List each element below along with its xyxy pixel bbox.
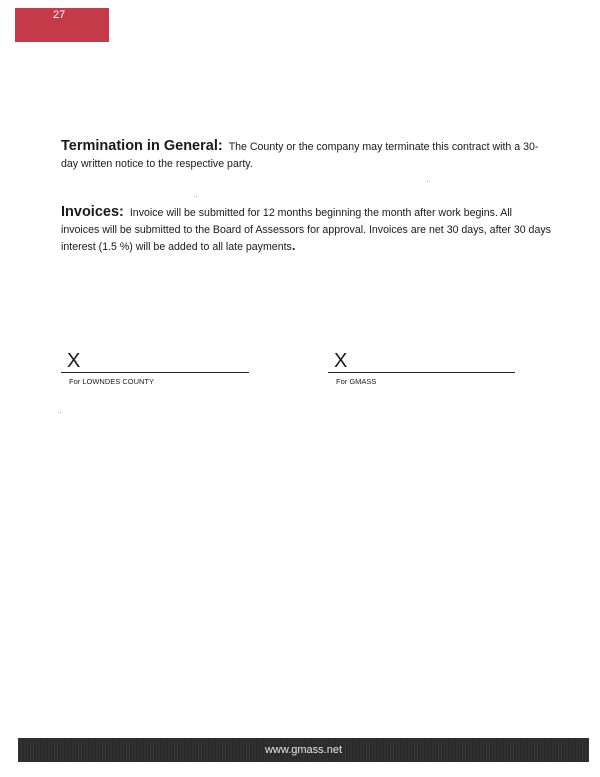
invoices-heading: Invoices: xyxy=(61,204,124,220)
signature-block-gmass xyxy=(328,350,515,386)
termination-section xyxy=(61,138,551,172)
signature-line xyxy=(61,372,249,373)
page-number: 27 xyxy=(53,9,66,21)
signature-caption: For LOWNDES COUNTY xyxy=(69,377,155,386)
invoices-body: Invoice will be submitted for 12 months beginning the month after work begins. All invoices will be submitted to the Board of Assessors for approval. Invoices are net 30 days, after 30 days interest (1.5 %) will be added to all late payments xyxy=(61,207,551,253)
footer-website: www.gmass.net xyxy=(264,744,343,756)
scan-speck xyxy=(196,196,197,197)
invoices-section xyxy=(61,204,551,256)
signature-x-mark: X xyxy=(67,350,81,372)
signature-line xyxy=(328,372,515,373)
termination-heading: Termination in General: xyxy=(61,138,223,154)
signature-x-mark: X xyxy=(334,350,348,372)
footer-bar xyxy=(18,738,589,762)
signature-block-lowndes xyxy=(61,350,249,386)
termination-body: The County or the company may terminate this contract with a 30-day written notice to the respective party. xyxy=(61,141,539,170)
page-number-badge xyxy=(15,8,109,42)
signature-caption: For GMASS xyxy=(336,377,377,386)
scan-speck xyxy=(427,181,428,182)
scan-speck xyxy=(60,412,61,413)
invoices-end-mark: . xyxy=(291,238,296,253)
